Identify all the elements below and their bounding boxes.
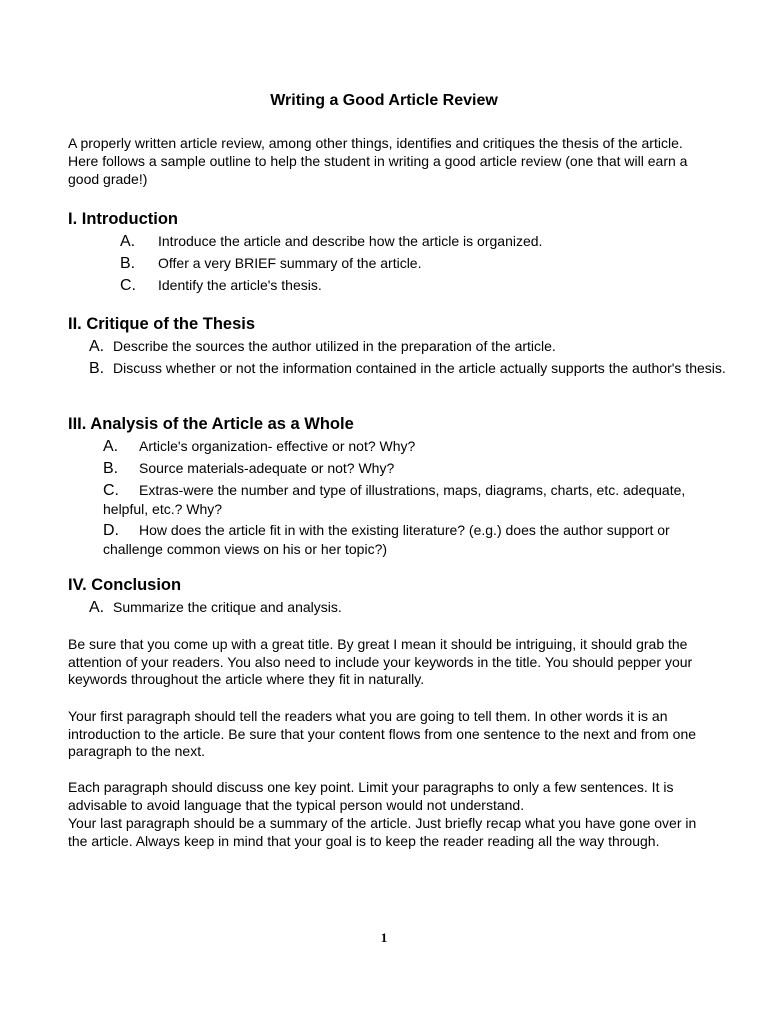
outline-item bbox=[68, 598, 728, 617]
outline-item bbox=[68, 337, 728, 356]
document-title: Writing a Good Article Review bbox=[270, 92, 498, 109]
outline-item bbox=[68, 232, 728, 251]
outline-item bbox=[68, 254, 728, 273]
section-heading: II. Critique of the Thesis bbox=[68, 315, 256, 333]
outline-item bbox=[68, 359, 728, 378]
item-text: Identify the article's thesis. bbox=[158, 277, 322, 293]
item-letter: C. bbox=[103, 482, 119, 499]
body-paragraph-first-paragraph: Your first paragraph should tell the readers what you are going to tell them. In other words it is an introduction to the article. Be sure that your content flows from one sentence to the next and from one paragraph to the next. bbox=[68, 708, 697, 759]
intro-paragraph: A properly written article review, among other things, identifies and critiques the thesis of the article. Here follows a sample outline to help the student in writing a good article review (one that will earn a good grade!) bbox=[68, 135, 688, 187]
page-number: 1 bbox=[380, 930, 388, 945]
section-heading: III. Analysis of the Article as a Whole bbox=[68, 415, 354, 433]
item-text: Offer a very BRIEF summary of the article. bbox=[158, 255, 422, 271]
section-heading: IV. Conclusion bbox=[68, 576, 182, 594]
item-letter: A. bbox=[89, 338, 105, 355]
outline-item bbox=[68, 521, 728, 558]
section-introduction bbox=[68, 208, 728, 298]
item-letter: C. bbox=[120, 277, 136, 294]
body-paragraph-last-paragraph: Your last paragraph should be a summary of the article. Just briefly recap what you have gone over in the article. Always keep in mind that your goal is to keep the reader reading all the way through. bbox=[68, 815, 697, 849]
item-text: Describe the sources the author utilized in the preparation of the article. bbox=[113, 338, 556, 354]
section-critique bbox=[68, 313, 728, 381]
item-text: Article's organization- effective or not? Why? bbox=[139, 438, 416, 454]
item-text: How does the article fit in with the existing literature? (e.g.) does the author support or challenge common views on his or her topic?) bbox=[103, 522, 670, 557]
item-letter: B. bbox=[120, 255, 136, 272]
item-letter: B. bbox=[103, 460, 119, 477]
item-letter: D. bbox=[103, 522, 119, 539]
item-letter: B. bbox=[89, 360, 105, 377]
item-letter: A. bbox=[103, 438, 119, 455]
item-letter: A. bbox=[89, 599, 105, 616]
item-letter: A. bbox=[120, 233, 136, 250]
section-analysis bbox=[68, 413, 728, 561]
item-text: Extras-were the number and type of illustrations, maps, diagrams, charts, etc. adequate, helpful, etc.? Why? bbox=[103, 482, 686, 517]
outline-item bbox=[68, 276, 728, 295]
item-text: Summarize the critique and analysis. bbox=[113, 599, 342, 615]
body-paragraph-key-point: Each paragraph should discuss one key point. Limit your paragraphs to only a few sentences. It is advisable to avoid language that the typical person would not understand. bbox=[68, 779, 674, 813]
item-text: Introduce the article and describe how the article is organized. bbox=[158, 233, 543, 249]
outline-item bbox=[68, 459, 728, 478]
body-paragraph-title-advice: Be sure that you come up with a great title. By great I mean it should be intriguing, it should grab the attention of your readers. You also need to include your keywords in the title. You should pepper your keywords throughout the article where they fit in naturally. bbox=[68, 636, 693, 687]
section-heading: I. Introduction bbox=[68, 210, 178, 228]
item-text: Source materials-adequate or not? Why? bbox=[139, 460, 395, 476]
outline-item bbox=[68, 437, 728, 456]
outline-item bbox=[68, 481, 728, 518]
item-text: Discuss whether or not the information contained in the article actually supports the author's thesis. bbox=[113, 360, 726, 376]
section-conclusion bbox=[68, 574, 728, 620]
